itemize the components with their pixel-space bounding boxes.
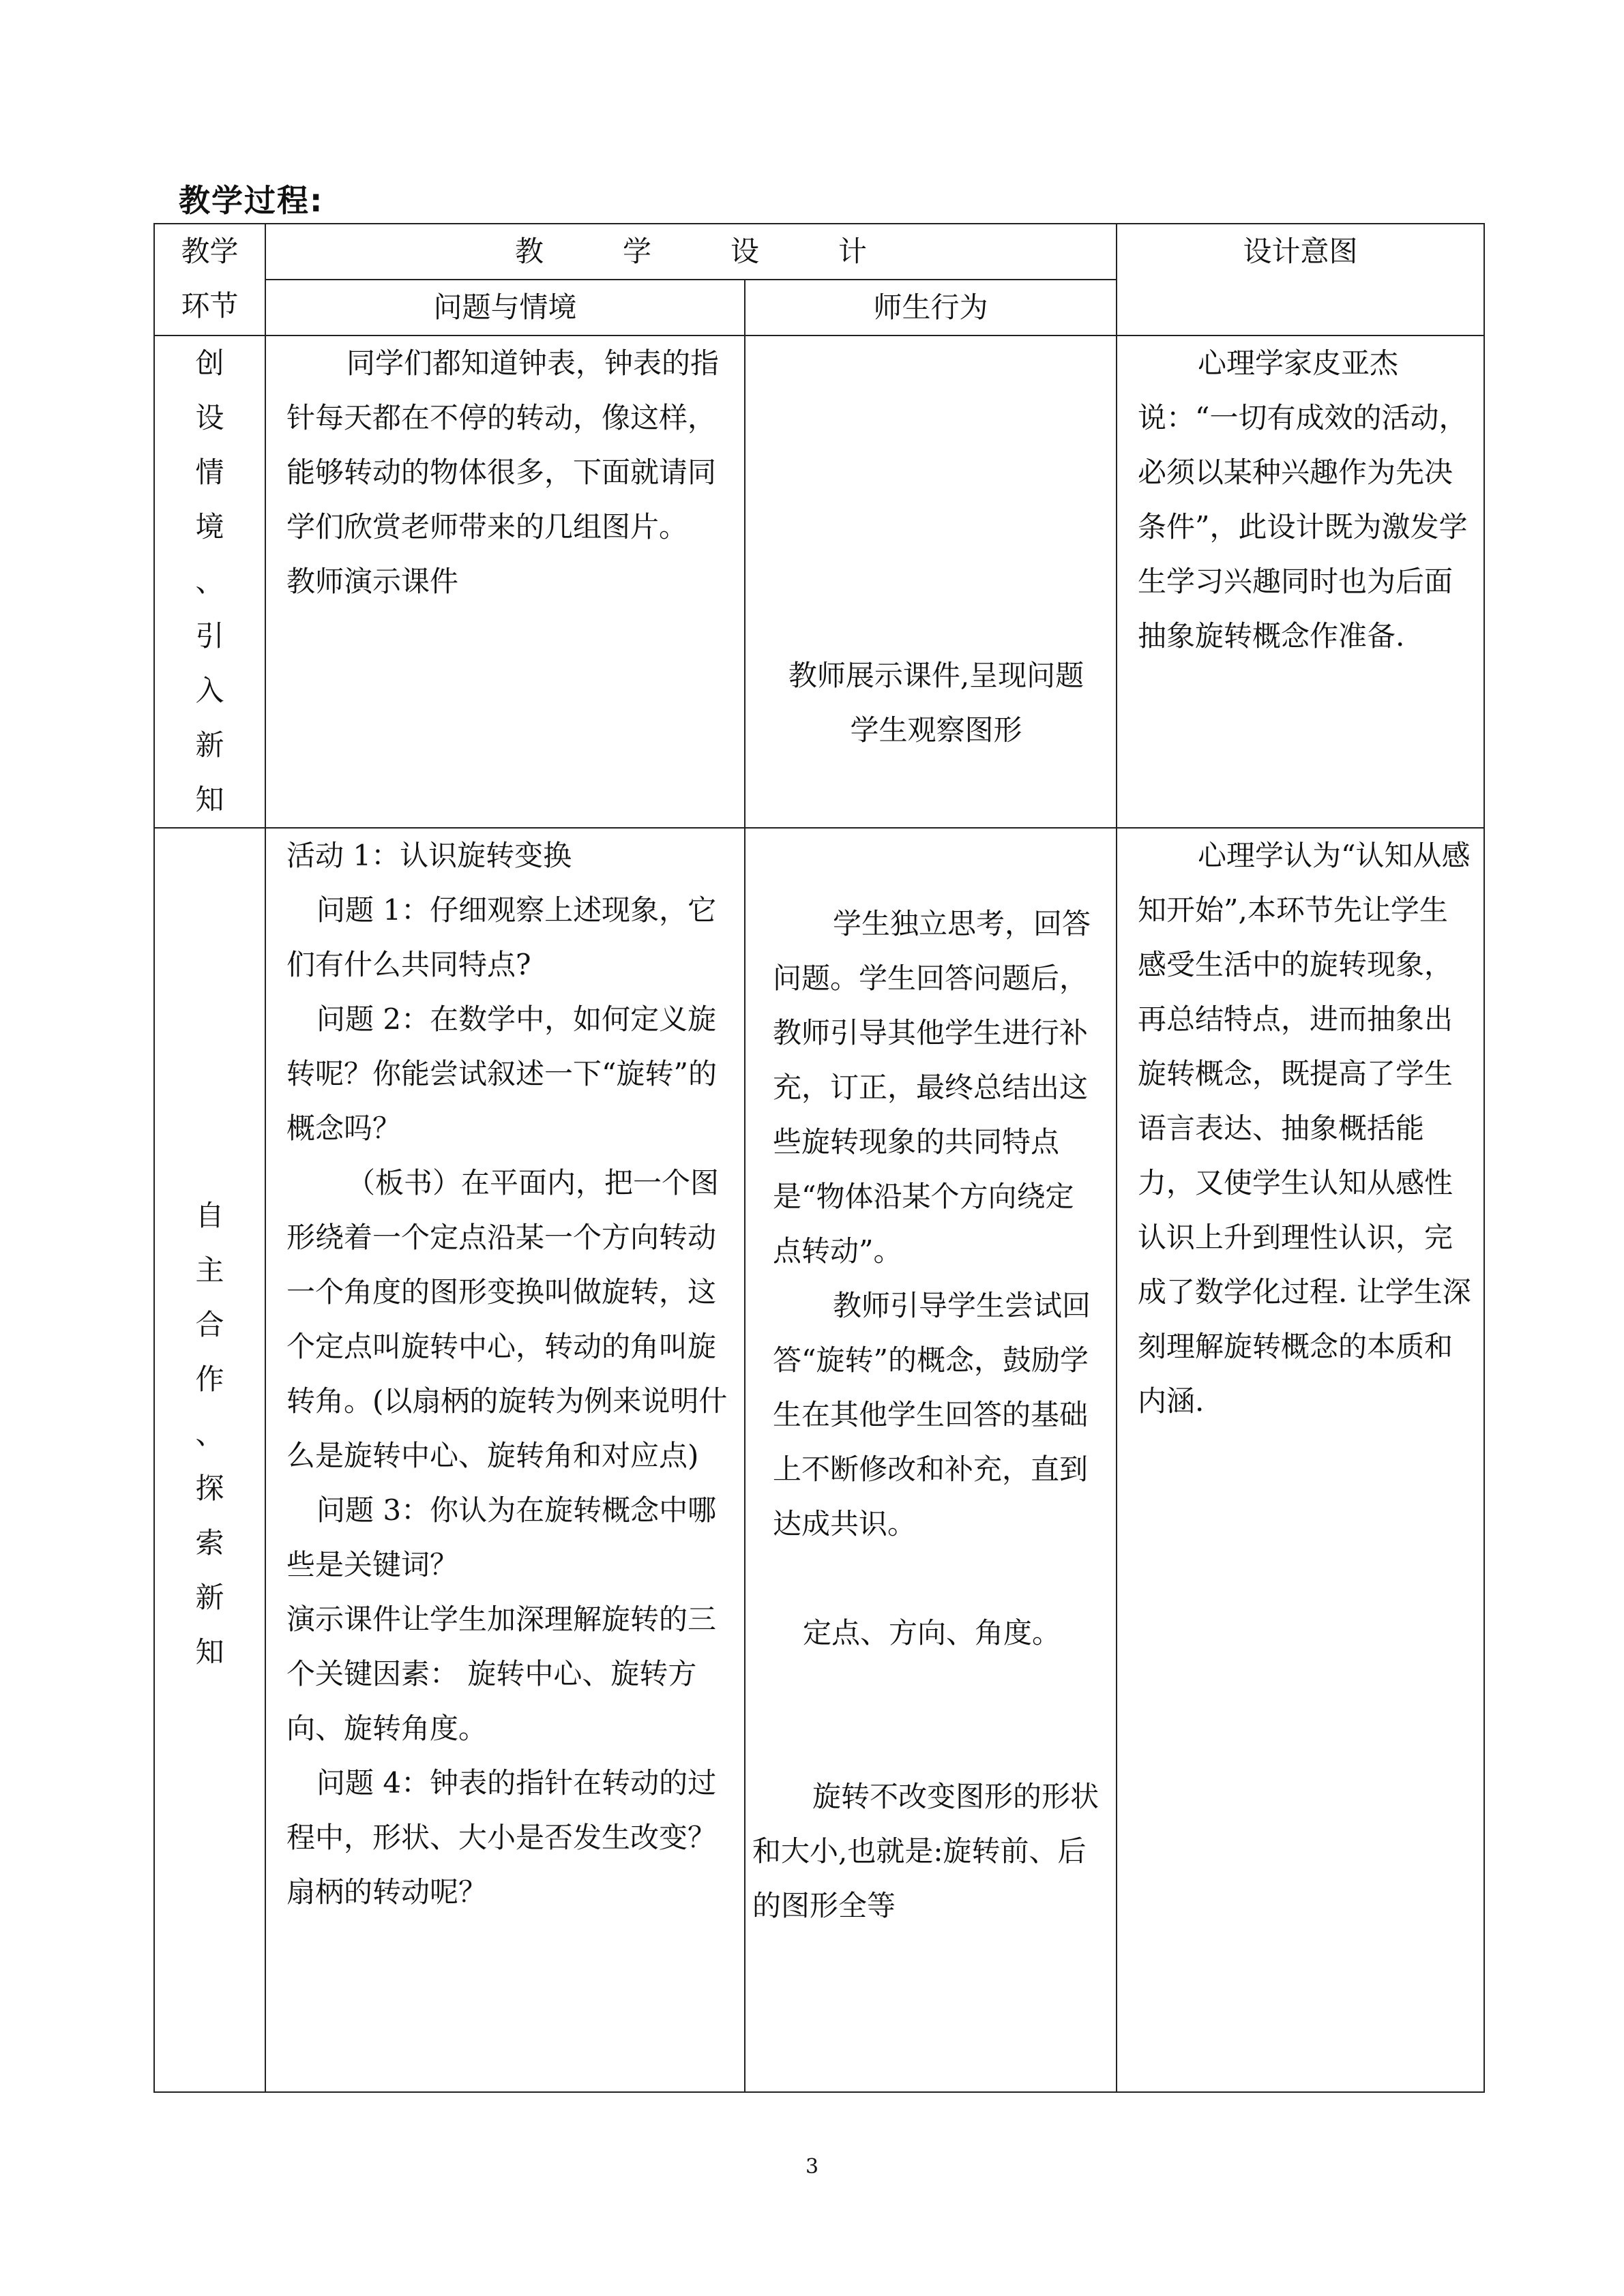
problem-paragraph: 同学们都知道钟表，钟表的指针每天都在不停的转动，像这样，能够转动的物体很多，下面就请同学们欣赏老师带来的几组图片。	[286, 346, 720, 543]
header-stage-line1: 教学	[181, 235, 239, 268]
stage-char: 主	[195, 1253, 224, 1287]
stage-char: 作	[195, 1362, 224, 1396]
lesson-table	[153, 223, 1485, 2093]
header-design-char: 计	[838, 235, 868, 268]
problem-paragraph: 活动 1：认识旋转变换	[286, 839, 572, 872]
stage-char: 知	[195, 1635, 224, 1669]
header-intent: 设计意图	[1117, 224, 1484, 336]
table-row	[154, 336, 1484, 828]
intent-cell	[1117, 828, 1484, 2092]
problem-cell	[265, 828, 745, 2092]
behavior-paragraph: 教师展示课件,呈现问题	[788, 659, 1084, 692]
stage-char: 索	[195, 1526, 224, 1560]
stage-cell	[154, 828, 265, 2092]
header-behavior: 师生行为	[745, 280, 1117, 336]
behavior-paragraph: 学生独立思考，回答问题。学生回答问题后，教师引导其他学生进行补充，订正，最终总结出这些旋转现象的共同特点是“物体沿某个方向绕定点转动”。	[773, 907, 1091, 1268]
stage-char: 设	[195, 401, 224, 434]
problem-paragraph: 问题 2：在数学中，如何定义旋转呢？你能尝试叙述一下“旋转”的概念吗？	[286, 1002, 717, 1145]
stage-cell	[154, 336, 265, 828]
intent-paragraph: 心理学家皮亚杰说：“一切有成效的活动，必须以某种兴趣作为先决条件”，此设计既为激发学生学习兴趣同时也为后面抽象旋转概念作准备.	[1138, 346, 1468, 653]
behavior-cell	[745, 336, 1117, 828]
stage-char: 、	[195, 1417, 224, 1450]
stage-char: 新	[195, 728, 224, 762]
behavior-cell	[745, 828, 1117, 2092]
behavior-paragraph: 学生观察图形	[850, 713, 1022, 747]
stage-char: 知	[195, 783, 224, 816]
problem-cell	[265, 336, 745, 828]
header-design-char: 学	[622, 235, 651, 268]
behavior-paragraph: 旋转不改变图形的形状和大小,也就是:旋转前、后的图形全等	[752, 1780, 1099, 1922]
header-row-top	[154, 224, 1484, 280]
stage-char: 入	[195, 674, 224, 707]
stage-char: 、	[195, 565, 224, 598]
behavior-paragraph: 定点、方向、角度。	[803, 1616, 1061, 1650]
page-title: 教学过程:	[179, 182, 324, 219]
table-row	[154, 828, 1484, 2092]
stage-char: 境	[195, 510, 224, 543]
stage-char: 情	[195, 456, 224, 489]
problem-paragraph: 问题 3：你认为在旋转概念中哪些是关键词？	[286, 1493, 717, 1581]
problem-paragraph: 教师演示课件	[286, 565, 459, 598]
stage-char: 合	[195, 1308, 224, 1341]
header-stage-line2: 环节	[181, 289, 239, 323]
header-problem: 问题与情境	[265, 280, 745, 336]
header-design	[265, 224, 1117, 280]
behavior-paragraph: 教师引导学生尝试回答“旋转”的概念，鼓励学生在其他学生回答的基础上不断修改和补充，直到达成共识。	[773, 1289, 1091, 1540]
header-design-char: 设	[730, 235, 760, 268]
header-stage	[154, 224, 265, 336]
problem-paragraph: （板书）在平面内，把一个图形绕着一个定点沿某一个方向转动一个角度的图形变换叫做旋转，这个定点叫旋转中心，转动的角叫旋转角。(以扇柄的旋转为例来说明什么是旋转中心、旋转角和对应点)	[286, 1166, 728, 1472]
intent-paragraph: 心理学认为“认知从感知开始”,本环节先让学生感受生活中的旋转现象，再总结特点，进而抽象出旋转概念，既提高了学生语言表达、抽象概括能力，又使学生认知从感性认识上升到理性认识，完成了数学化过程. 让学生深刻理解旋转概念的本质和内涵.	[1138, 839, 1471, 1418]
stage-char: 探	[195, 1472, 224, 1505]
problem-paragraph: 演示课件让学生加深理解旋转的三个关键因素： 旋转中心、旋转方向、旋转角度。	[286, 1602, 717, 1745]
stage-char: 新	[195, 1581, 224, 1614]
stage-char: 自	[195, 1199, 224, 1232]
stage-char: 创	[195, 346, 224, 380]
problem-paragraph: 问题 4：钟表的指针在转动的过程中，形状、大小是否发生改变？扇柄的转动呢？	[286, 1766, 717, 1909]
intent-cell	[1117, 336, 1484, 828]
header-design-char: 教	[514, 235, 544, 268]
stage-char: 引	[195, 619, 224, 653]
page-number: 3	[805, 2155, 819, 2179]
problem-paragraph: 问题 1：仔细观察上述现象，它们有什么共同特点?	[286, 893, 717, 981]
